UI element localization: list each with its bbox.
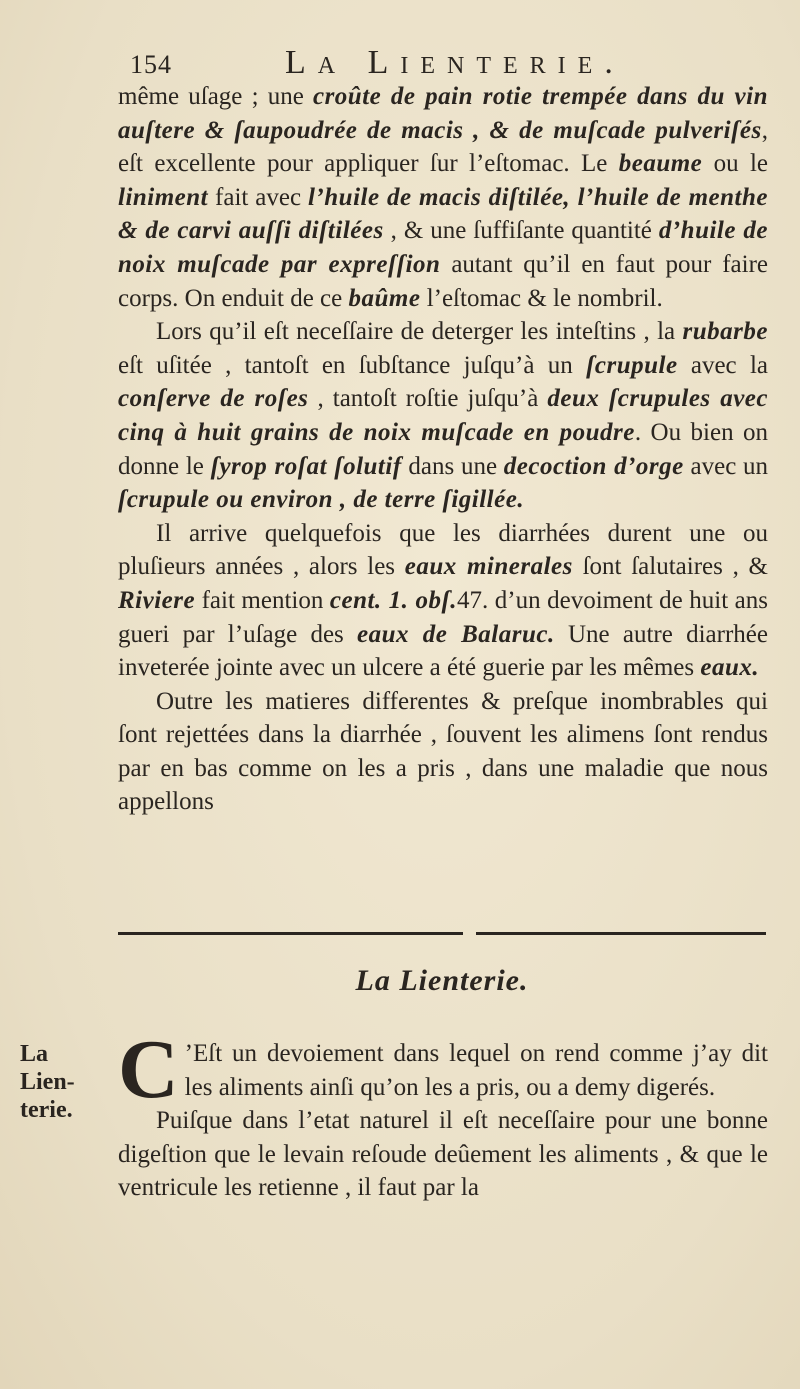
italic-phrase: croûte de pain rotie trempée dans du vin auſtere & ſaupoudrée de macis , & de muſcade pulveriſés [118, 83, 769, 144]
text-run: , & une ſuffiſante quantité [383, 217, 659, 245]
italic-phrase: ſcrupule ou environ , de terre ſigillée. [118, 486, 525, 514]
page-number: 154 [130, 50, 172, 79]
text-run: fait mention [195, 586, 330, 614]
italic-phrase: d’huile de noix muſcade par expreſſion [118, 217, 768, 278]
text-run: l’eſtomac & le nombril. [420, 284, 663, 312]
paragraph-3 [118, 517, 768, 685]
main-text-top [118, 80, 768, 819]
section-paragraph-2: Puiſque dans l’etat naturel il eſt neceſſaire pour une bonne digeſtion que le levain reſoude deûement les aliments , & que le ventricule les retienne , il faut par la [118, 1107, 768, 1202]
text-run: 47. d’un devoiment de huit ans gueri par l’uſage des [118, 586, 768, 648]
italic-phrase: cent. 1. obſ. [329, 586, 458, 614]
text-run: Une autre diarrhée inveterée jointe avec un ulcere a été guerie par les mêmes [118, 620, 768, 682]
italic-phrase: eaux. [700, 654, 760, 682]
text-run: , tantoſt roſtie juſqu’à [308, 385, 548, 413]
paragraph-4 [118, 685, 768, 819]
text-run: avec un [683, 452, 769, 480]
text-run: fait avec [208, 183, 308, 211]
text-run: . Ou bien on donne le [118, 418, 768, 480]
margin-note-line: La [20, 1041, 49, 1067]
section-paragraph-1-text: ’Eſt un devoiement dans lequel on rend comme j’ay dit les aliments ainſi qu’on les a pris, ou a demy digerés. [184, 1040, 768, 1101]
text-run: Outre les matieres differentes & preſque inombrables qui ſont rejettées dans la diarrhée , ſouvent les alimens ſont rendus par en bas comme on les a pris , dans une maladie que nous appellons [118, 687, 768, 816]
italic-phrase: rubarbe [682, 318, 768, 346]
drop-cap: C [118, 1023, 179, 1116]
text-run: Lors qu’il eſt neceſſaire de deterger les inteſtins , la [156, 318, 683, 346]
italic-phrase: liniment [118, 183, 209, 211]
text-run: ſont ſalutaires , & [572, 553, 768, 581]
italic-phrase: Riviere [118, 586, 196, 614]
paragraph-2 [118, 315, 768, 517]
italic-phrase: conſerve de roſes [118, 385, 309, 413]
text-run: eſt uſitée , tantoſt en ſubſtance juſqu’à un [118, 351, 587, 379]
italic-phrase: baûme [348, 284, 421, 312]
text-run: Il arrive quelquefois que les diarrhées durent une ou pluſieurs années , alors les [118, 519, 768, 581]
running-title: La Lienterie. [285, 44, 625, 81]
italic-phrase: beaume [618, 150, 703, 178]
italic-phrase: ſcrupule [586, 351, 678, 379]
italic-phrase: decoction d’orge [503, 452, 684, 480]
text-run: dans une [401, 452, 504, 480]
text-run: autant qu’il en faut pour faire corps. On enduit de ce [118, 250, 768, 312]
section-divider [118, 932, 766, 935]
section-title: La Lienterie. [355, 964, 529, 997]
margin-note [20, 1040, 100, 1124]
paragraph-1 [118, 80, 768, 315]
italic-phrase: eaux minerales [404, 553, 573, 581]
margin-note-line: Lien- [20, 1069, 75, 1095]
main-text-bottom [118, 1023, 768, 1205]
section-paragraph-1 [118, 1023, 768, 1116]
italic-phrase: l’huile de macis diſtilée, l’huile de menthe & de carvi auſſi diſtilées [118, 183, 768, 245]
text-run: même uſage ; une [118, 83, 313, 110]
text-run: ou le [702, 150, 769, 178]
margin-note-line: terie. [20, 1097, 73, 1123]
italic-phrase: eaux de Balaruc. [357, 620, 555, 648]
italic-phrase: deux ſcrupules avec cinq à huit grains de noix muſcade en poudre [118, 385, 768, 446]
italic-phrase: ſyrop roſat ſolutif [210, 452, 402, 480]
text-run: avec la [677, 351, 768, 379]
text-run: , eſt excellente pour appliquer ſur l’eſtomac. Le [118, 116, 768, 178]
